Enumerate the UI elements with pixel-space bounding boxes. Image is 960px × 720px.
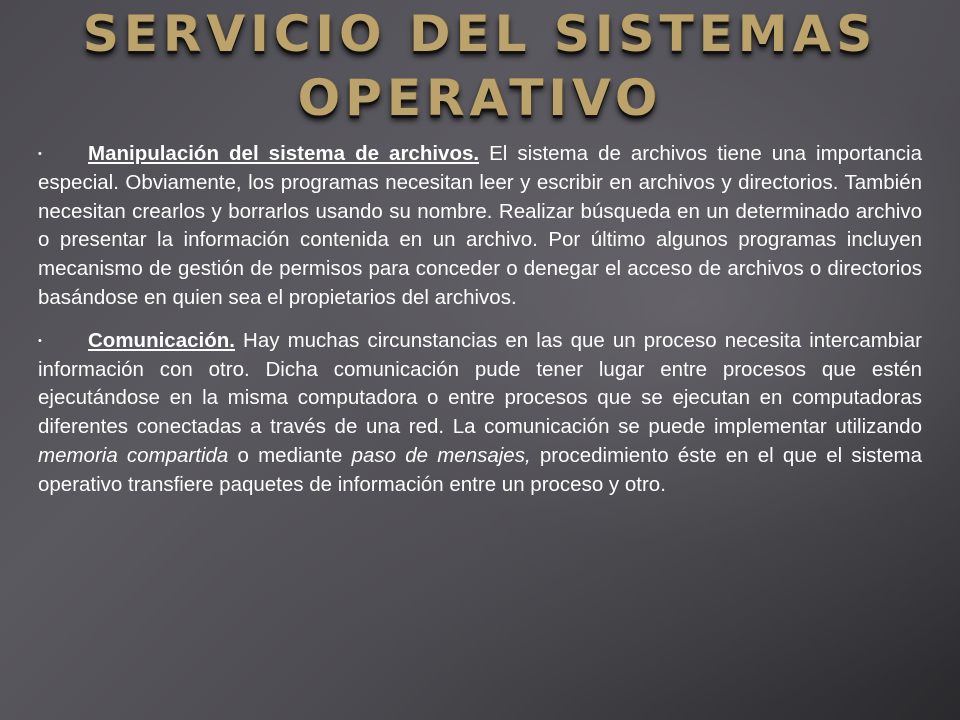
term-file-system	[88, 142, 479, 165]
bullet-icon: •	[38, 334, 42, 347]
paragraph-file-system	[38, 140, 922, 313]
paragraph-communication	[38, 327, 922, 500]
title-line-2: OPERATIVO	[297, 69, 663, 127]
communication-italic-a: memoria compartida	[38, 443, 229, 467]
slide-title	[0, 0, 960, 130]
term-file-system-suffix: .	[473, 142, 480, 165]
slide-body	[38, 140, 922, 514]
term-file-system-text: Manipulación del sistema de archivos	[88, 142, 474, 165]
term-communication	[88, 329, 235, 352]
title-line-1: SERVICIO DEL SISTEMAS	[82, 5, 878, 63]
communication-text-c: procedimiento éste en el que el sistema operativo transfiere paquetes de información entre un proceso y otro.	[38, 443, 922, 496]
communication-italic-b: paso de mensajes,	[351, 443, 531, 467]
communication-text-a: Hay muchas circunstancias en las que un proceso necesita intercambiar información con otro. Dicha comunicación pude tener lugar entre procesos que estén ejecutándose en la misma computadora o entre procesos que se ejecutan en computadoras diferentes conectadas a través de una red. La comunicación se puede implementar utilizando	[38, 328, 922, 439]
communication-text-b: o mediante	[228, 443, 352, 467]
paragraph-file-system-text: El sistema de archivos tiene una importancia especial. Obviamente, los programas necesitan leer y escribir en archivos y directorios. También necesitan crearlos y borrarlos usando su nombre. Realizar búsqueda en un determinado archivo o presentar la información contenida en un archivo. Por último algunos programas incluyen mecanismo de gestión de permisos para conceder o denegar el acceso de archivos o directorios basándose en quien sea el propietarios del archivos.	[38, 142, 922, 309]
term-communication-text: Comunicación	[88, 328, 230, 352]
term-communication-suffix: .	[229, 328, 235, 352]
bullet-icon: •	[38, 148, 42, 160]
